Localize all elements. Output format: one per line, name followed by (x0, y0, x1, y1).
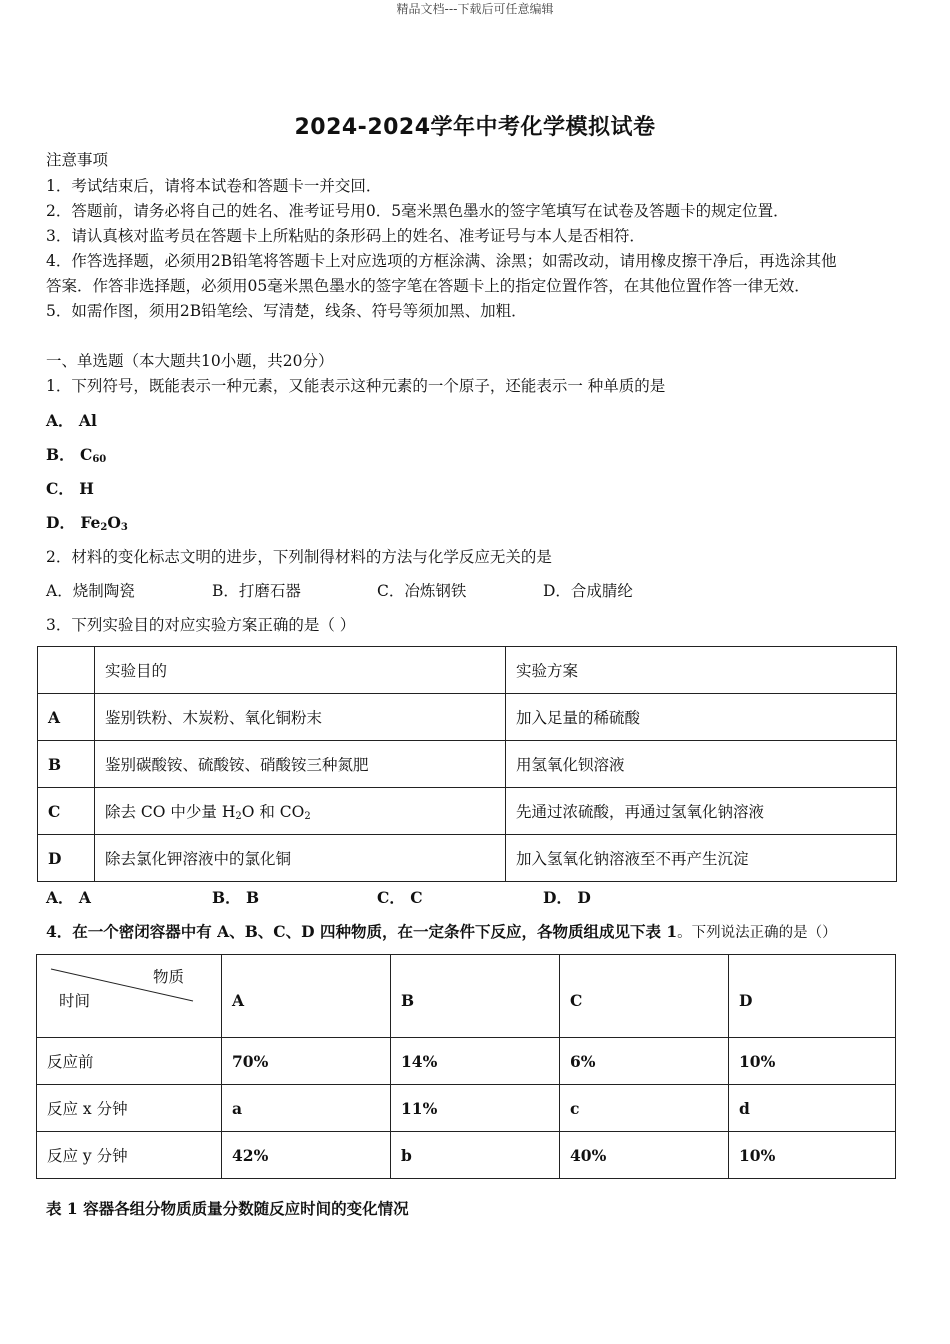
q2-stem: 2．材料的变化标志文明的进步，下列制得材料的方法与化学反应无关的是 (46, 548, 552, 566)
table-cell: 用氢氧化钡溶液 (506, 741, 897, 788)
table-cell: 鉴别铁粉、木炭粉、氧化铜粉末 (95, 694, 506, 741)
q3-stem: 3．下列实验目的对应实验方案正确的是（ ） (46, 616, 356, 634)
table-cell: 6% (560, 1038, 729, 1085)
table-cell: 除去 CO 中少量 $H_2O$ 和 $CO_2$ (95, 788, 506, 835)
table-cell: 70% (222, 1038, 391, 1085)
page-title: 2024-2024学年中考化学模拟试卷 (294, 115, 656, 140)
table-cell: 除去氯化钾溶液中的氯化铜 (95, 835, 506, 882)
q2-option-d: D．合成腈纶 (543, 582, 633, 600)
table-cell: 先通过浓硫酸，再通过氢氧化钠溶液 (506, 788, 897, 835)
row-label: B (38, 741, 95, 788)
row-label: 反应 x 分钟 (37, 1085, 222, 1132)
table-row (37, 1132, 896, 1179)
notice-item: 1．考试结束后，请将本试卷和答题卡一并交回． (46, 177, 382, 195)
table-header-cell: C (560, 955, 729, 1038)
corner-label-time: 时间 (59, 992, 91, 1010)
table-row (38, 694, 897, 741)
notice-item: 4．作答选择题，必须用2B铅笔将答题卡上对应选项的方框涂满、涂黑；如需改动，请用橡皮擦干净后，再选涂其他 (46, 252, 837, 270)
row-label: C (38, 788, 95, 835)
q1-option-a: A． Al (46, 411, 97, 430)
table-cell: 加入足量的稀硫酸 (506, 694, 897, 741)
table-caption: 表 1 容器各组分物质质量分数随反应时间的变化情况 (46, 1199, 409, 1218)
table-cell: 10% (729, 1132, 896, 1179)
table-cell: a (222, 1085, 391, 1132)
table-header-cell: A (222, 955, 391, 1038)
table-row (37, 1085, 896, 1132)
table-row (38, 835, 897, 882)
q1-stem: 1．下列符号，既能表示一种元素，又能表示这种元素的一个原子，还能表示一 种单质的是 (46, 377, 666, 395)
q2-option-b: B．打磨石器 (212, 582, 301, 600)
table-cell (38, 647, 95, 694)
q3-option-d: D． D (543, 888, 591, 907)
page-header: 精品文档---下载后可任意编辑 (396, 2, 554, 16)
q3-option-c: C． C (377, 888, 423, 907)
row-label: 反应前 (37, 1038, 222, 1085)
row-label: A (38, 694, 95, 741)
table-cell: d (729, 1085, 896, 1132)
row-label: D (38, 835, 95, 882)
table-cell: 加入氢氧化钠溶液至不再产生沉淀 (506, 835, 897, 882)
q2-option-c: C．冶炼钢铁 (377, 582, 467, 600)
table-row (38, 741, 897, 788)
corner-label-substance: 物质 (153, 968, 185, 986)
notice-item: 2．答题前，请务必将自己的姓名、准考证号用0．5毫米黑色墨水的签字笔填写在试卷及答题卡的规定位置． (46, 202, 789, 220)
q1-option-c: C． H (46, 479, 94, 498)
table-cell: 11% (391, 1085, 560, 1132)
table-header-row (38, 647, 897, 694)
notice-item: 5．如需作图，须用2B铅笔绘、写清楚，线条、符号等须加黑、加粗． (46, 302, 527, 320)
table-header-cell: 实验目的 (95, 647, 506, 694)
q4-stem: 4．在一个密闭容器中有 A、B、C、D 四种物质，在一定条件下反应，各物质组成见下表 1。下列说法正确的是（） (46, 922, 837, 941)
table-cell: c (560, 1085, 729, 1132)
row-label: 反应 y 分钟 (37, 1132, 222, 1179)
q1-option-d: D． $Fe_2O_3$ (46, 513, 128, 533)
table-header-cell: 实验方案 (506, 647, 897, 694)
q2-option-a: A．烧制陶瓷 (46, 582, 135, 600)
notice-heading: 注意事项 (46, 151, 109, 169)
notice-item: 答案．作答非选择题，必须用05毫米黑色墨水的签字笔在答题卡上的指定位置作答，在其他位置作答一律无效． (46, 277, 810, 295)
q3-table (37, 646, 897, 882)
table-cell: 鉴别碳酸铵、硫酸铵、硝酸铵三种氮肥 (95, 741, 506, 788)
corner-cell (37, 955, 222, 1038)
notice-item: 3．请认真核对监考员在答题卡上所粘贴的条形码上的姓名、准考证号与本人是否相符． (46, 227, 645, 245)
table-cell: 40% (560, 1132, 729, 1179)
section-heading: 一、单选题（本大题共10小题，共20分） (46, 352, 334, 370)
table-cell: 14% (391, 1038, 560, 1085)
table-header-cell: D (729, 955, 896, 1038)
table-cell: 42% (222, 1132, 391, 1179)
table-cell: b (391, 1132, 560, 1179)
q3-option-b: B． B (212, 888, 260, 907)
q4-table (36, 954, 896, 1179)
table-cell: 10% (729, 1038, 896, 1085)
q1-option-b: B． $C_{60}$ (46, 445, 107, 465)
table-row (38, 788, 897, 835)
q3-option-a: A． A (46, 888, 91, 907)
table-header-cell: B (391, 955, 560, 1038)
table-header-row (37, 955, 896, 1038)
